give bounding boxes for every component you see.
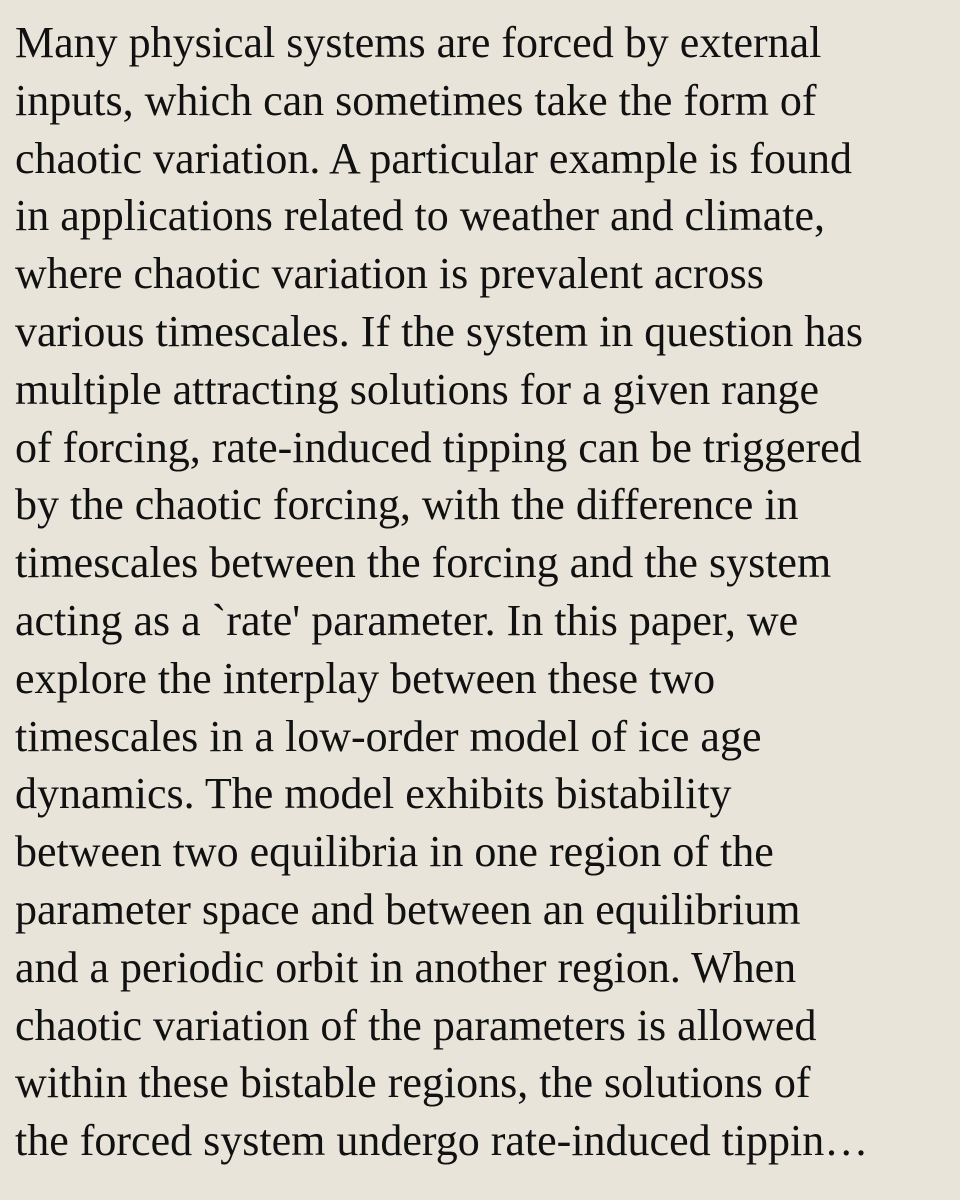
abstract-line: in applications related to weather and climate, bbox=[15, 191, 826, 241]
abstract-line: between two equilibria in one region of the bbox=[15, 827, 774, 877]
abstract-line: acting as a `rate' parameter. In this paper, we bbox=[15, 595, 799, 645]
abstract-line: of forcing, rate-induced tipping can be triggered bbox=[15, 422, 862, 472]
abstract-line: chaotic variation. A particular example is found bbox=[15, 133, 852, 183]
abstract-line: parameter space and between an equilibrium bbox=[15, 884, 801, 934]
abstract-line: timescales between the forcing and the system bbox=[15, 538, 832, 588]
abstract-line: timescales in a low-order model of ice age bbox=[15, 711, 762, 761]
abstract-line: explore the interplay between these two bbox=[15, 653, 716, 703]
abstract-text bbox=[15, 14, 950, 1170]
abstract-line: within these bistable regions, the solutions of bbox=[15, 1058, 811, 1108]
abstract-line: by the chaotic forcing, with the difference in bbox=[15, 480, 799, 530]
abstract-line: inputs, which can sometimes take the form of bbox=[15, 75, 817, 125]
abstract-line: where chaotic variation is prevalent across bbox=[15, 249, 764, 299]
abstract-line: chaotic variation of the parameters is allowed bbox=[15, 1000, 817, 1050]
abstract-line: and a periodic orbit in another region. When bbox=[15, 942, 797, 992]
abstract-line: multiple attracting solutions for a given range bbox=[15, 364, 820, 414]
abstract-line: dynamics. The model exhibits bistability bbox=[15, 769, 732, 819]
abstract-line: Many physical systems are forced by external bbox=[15, 18, 822, 67]
abstract-line: various timescales. If the system in question has bbox=[15, 306, 864, 356]
abstract-line-truncated: the forced system undergo rate-induced tippin… bbox=[15, 1116, 869, 1166]
